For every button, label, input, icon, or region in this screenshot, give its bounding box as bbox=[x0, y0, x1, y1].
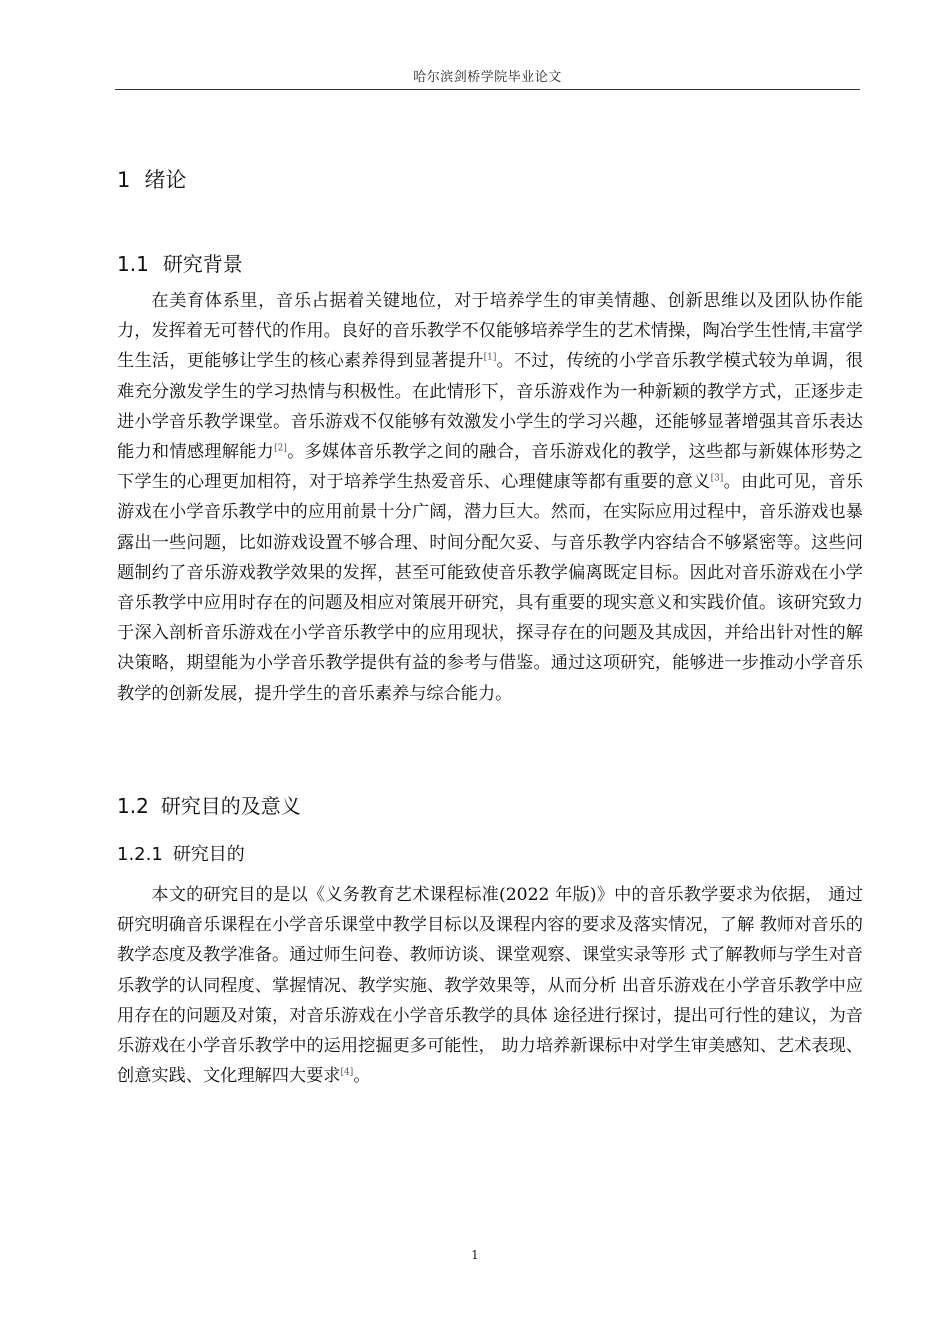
section-number: 1.2 bbox=[117, 794, 149, 818]
paragraph-text: 。多媒体音乐教学之间的融合，音乐游戏化的教学，这些都与新媒体形势之下学生的心理更加相符，对于培养学生热爱音乐、心理健康等都有重要的意义 bbox=[117, 442, 863, 493]
section-title: 研究背景 bbox=[162, 252, 243, 276]
paragraph-text: 在美育体系里，音乐占据着关键地位，对于培养学生的审美情趣、创新思维以及团队协作能力，发挥着无可替代的作用。良好的音乐教学不仅能够培养学生的艺术情操，陶冶学生性情,丰富学生生活，更能够让学生的核心素养得到显著提升 bbox=[117, 291, 863, 372]
paragraph-text: 。由此可见，音乐游戏在小学音乐教学中的应用前景十分广阔，潜力巨大。然而，在实际应用过程中，音乐游戏也暴露出一些问题，比如游戏设置不够合理、时间分配欠妥、与音乐教学内容结合不够紧密等。这些问题制约了音乐游戏教学效果的发挥，甚至可能致使音乐教学偏离既定目标。因此对音乐游戏在小学音乐教学中应用时存在的问题及相应对策展开研究，具有重要的现实意义和实践价值。该研究致力于深入剖析音乐游戏在小学音乐教学中的应用现状，探寻存在的问题及其成因，并给出针对性的解决策略，期望能为小学音乐教学提供有益的参考与借鉴。通过这项研究，能够进一步推动小学音乐教学的创新发展，提升学生的音乐素养与综合能力。 bbox=[117, 472, 863, 704]
purpose-paragraph bbox=[117, 880, 863, 1091]
chapter-number: 1 bbox=[117, 168, 131, 192]
section-number: 1.1 bbox=[117, 252, 149, 276]
paragraph-text: 本文的研究目的是以《义务教育艺术课程标准(2022 年版)》中的音乐教学要求为依据， 通过研究明确音乐课程在小学音乐课堂中教学目标以及课程内容的要求及落实情况，了解 教师对音乐的教学态度及教学准备。通过师生问卷、教师访谈、课堂观察、课堂实录等形 式了解教师与学生对音乐教学的认同程度、掌握情况、教学实施、教学效果等，从而分析 出音乐游戏在小学音乐教学中应用存在的问题及对策，对音乐游戏在小学音乐教学的具体 途径进行探讨，提出可行性的建议，为音乐游戏在小学音乐教学中的运用挖掘更多可能性， 助力培养新课标中对学生审美感知、艺术表现、创意实践、文化理解四大要求 bbox=[117, 885, 863, 1087]
section-title: 研究目的及意义 bbox=[160, 794, 301, 818]
paragraph-text: 。 bbox=[353, 1066, 371, 1087]
subsection-heading-1-2-1 bbox=[117, 840, 245, 866]
citation-ref-1: [1] bbox=[483, 352, 497, 363]
section-heading-1-2 bbox=[117, 790, 301, 819]
citation-ref-4: [4] bbox=[340, 1067, 354, 1078]
chapter-title: 绪论 bbox=[144, 168, 187, 192]
running-header: 哈尔滨剑桥学院毕业论文 bbox=[413, 70, 562, 85]
background-paragraph bbox=[117, 286, 863, 709]
citation-ref-3: [3] bbox=[710, 473, 724, 484]
paragraph-text: 。不过，传统的小学音乐教学模式较为单调，很难充分激发学生的学习热情与积极性。在此情形下，音乐游戏作为一种新颖的教学方式，正逐步走进小学音乐教学课堂。音乐游戏不仅能够有效激发小学生的学习兴趣，还能够显著增强其音乐表达能力和情感理解能力 bbox=[117, 351, 863, 463]
header-rule bbox=[115, 89, 860, 90]
page-number: 1 bbox=[471, 1248, 479, 1262]
section-heading-1-1 bbox=[117, 248, 243, 277]
chapter-heading bbox=[117, 164, 186, 194]
subsection-title: 研究目的 bbox=[172, 844, 245, 865]
subsection-number: 1.2.1 bbox=[117, 844, 163, 865]
citation-ref-2: [2] bbox=[274, 443, 287, 454]
